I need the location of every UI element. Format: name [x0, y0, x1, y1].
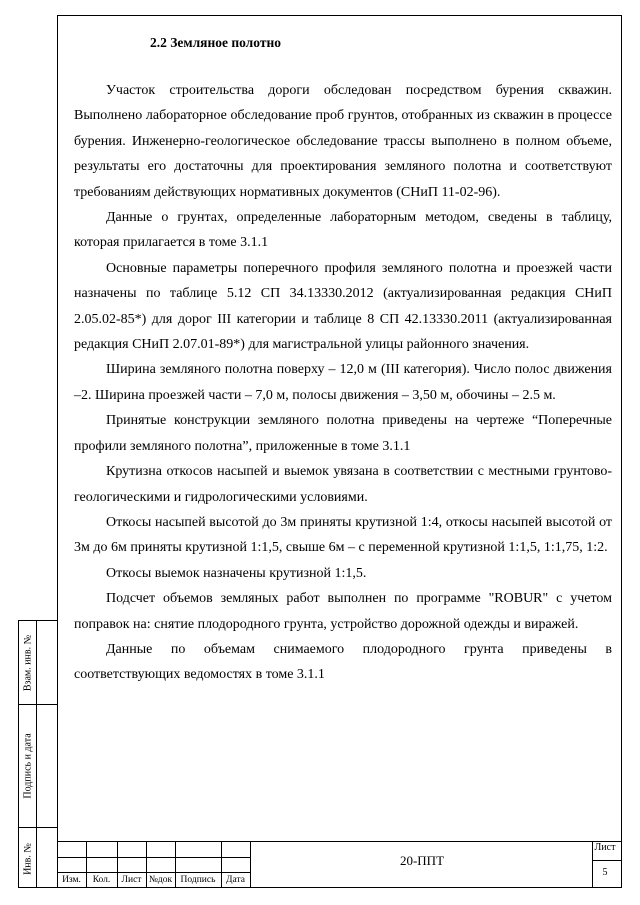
col-izm: Изм.: [62, 875, 81, 885]
podpis-label: Подпись и дата: [22, 733, 33, 799]
stamp-line: [57, 841, 622, 842]
stamp-line: [592, 860, 622, 861]
side-label-column: [18, 620, 37, 888]
paragraph: Участок строительства дороги обследован посредством бурения скважин. Выполнено лабораторное обследование проб грунтов, отобранных из скважин в процессе бурения. Инженерно-геологическое обследование трассы выполнено в полном объеме, результаты его достаточны для проектирования земляного полотна и соответствуют требованиям действующих нормативных документов (СНиП 11-02-96).: [74, 83, 612, 200]
podpis-cell: [19, 704, 36, 827]
col-data: Дата: [226, 875, 245, 885]
sheet-label: Лист: [594, 842, 616, 853]
vzam-cell: [19, 621, 36, 704]
col-list: Лист: [121, 875, 142, 885]
sheet-number: 5: [602, 867, 608, 878]
inv-cell: [19, 827, 36, 889]
document-number: 20-ППТ: [399, 853, 445, 868]
inv-label: Инв. №: [22, 842, 33, 875]
paragraph: Основные параметры поперечного профиля земляного полотна и проезжей части назначены по таблице 5.12 СП 34.13330.2012 (актуализированная редакция СНиП 2.05.02-85*) для дорог III категории и таблице 8 СП 42.13330.2011 (актуализированная редакция СНиП 2.07.01-89*) для магистральной улицы районного значения.: [74, 260, 612, 353]
paragraph: Подсчет объемов земляных работ выполнен по программе "ROBUR" с учетом поправок на: снятие плодородного грунта, устройство дорожной одежды и виражей.: [74, 591, 612, 632]
stamp-line: [250, 841, 251, 888]
col-kol: Кол.: [92, 875, 111, 885]
col-ndok: №док: [148, 875, 173, 885]
section-heading: 2.2 Земляное полотно: [150, 35, 281, 50]
paragraph: Принятые конструкции земляного полотна приведены на чертеже “Поперечные профили земляного полотна”, приложенные в томе 3.1.1: [74, 413, 612, 454]
paragraph: Данные о грунтах, определенные лабораторным методом, сведены в таблицу, которая прилагается в томе 3.1.1: [74, 210, 612, 251]
paragraph: Данные по объемам снимаемого плодородного грунта приведены в соответствующих ведомостях в томе 3.1.1: [74, 641, 612, 683]
side-divider: [37, 827, 57, 828]
side-stamp: [18, 620, 57, 888]
paragraph: Крутизна откосов насыпей и выемок увязана в соответствии с местными грунтово-геологическими и гидрологическими условиями.: [74, 464, 612, 505]
section-body: [74, 78, 612, 688]
paragraph: Откосы насыпей высотой до 3м приняты крутизной 1:4, откосы насыпей высотой от 3м до 6м приняты крутизной 1:1,5, свыше 6м – с переменной крутизной 1:1,5, 1:1,75, 1:2.: [74, 514, 612, 556]
vzam-label: Взам. инв. №: [22, 634, 33, 691]
paragraph: Откосы выемок назначены крутизной 1:1,5.: [106, 565, 367, 581]
col-podpis: Подпись: [180, 875, 216, 885]
side-divider: [37, 704, 57, 705]
paragraph: Ширина земляного полотна поверху – 12,0 м (III категория). Число полос движения –2. Ширина проезжей части – 7,0 м, полосы движения – 3,50 м, обочины – 2.5 м.: [74, 362, 612, 403]
title-block: [57, 841, 622, 888]
side-value-column: [36, 620, 57, 888]
